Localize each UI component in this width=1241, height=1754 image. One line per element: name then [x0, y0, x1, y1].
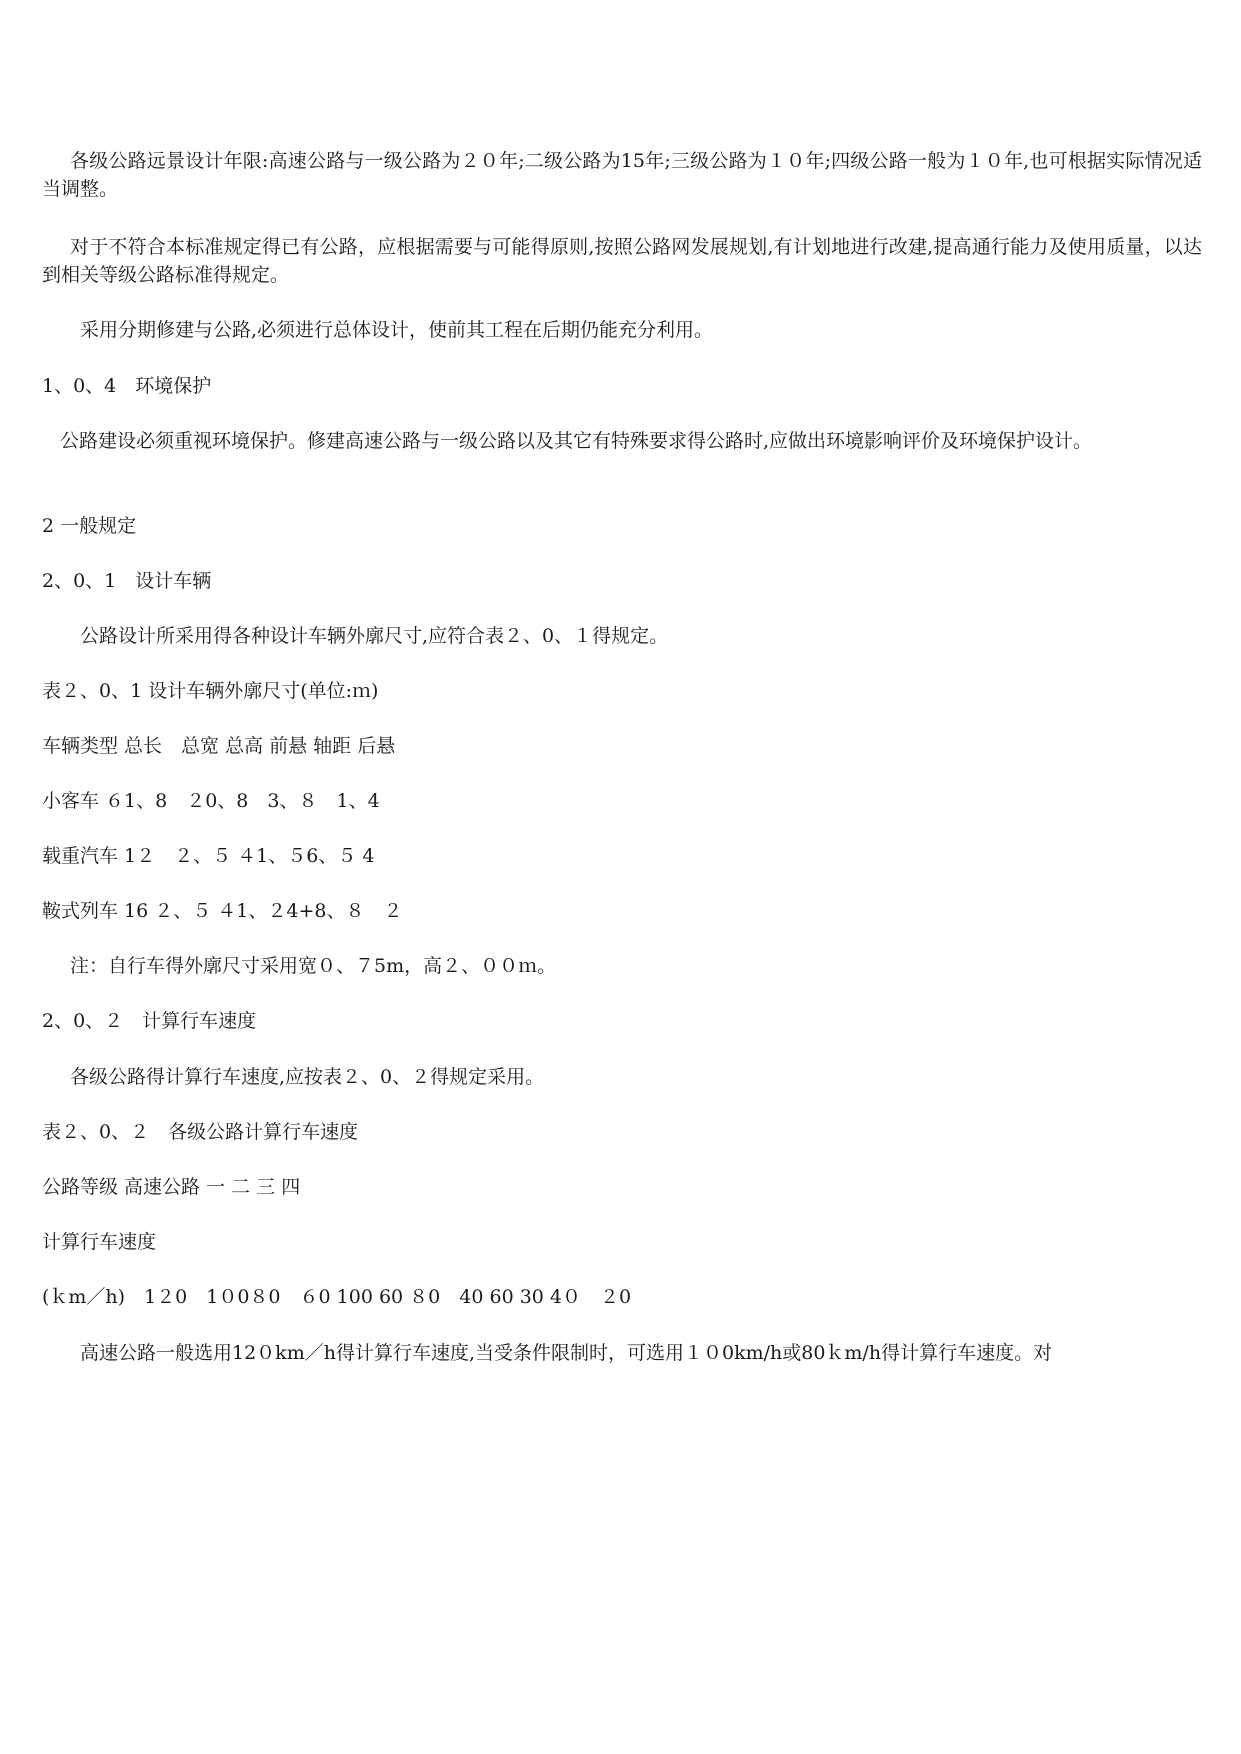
table-2-0-2-header: 公路等级 高速公路 一 二 三 四: [42, 1176, 301, 1198]
table-2-0-2-values: (ｋm／h) 1２0 1０0８0 ６0 100 60 ８0 40 60 30 4０ ２0: [42, 1286, 632, 1308]
table-2-0-1-caption: 表２、0、1 设计车辆外廓尺寸(单位:ｍ): [42, 680, 379, 702]
heading-1-0-4: 1、0、4 环境保护: [42, 375, 212, 397]
note-bicycle: 注：自行车得外廓尺寸采用宽０、７5m，高２、００ｍ。: [70, 955, 557, 977]
table-2-0-1-row-truck: 载重汽车 1２ ２、５ ４1、５6、５ 4: [42, 845, 375, 867]
table-2-0-1-row-car: 小客车 ６1、8 ２0、8 3、８ 1、4: [42, 790, 380, 812]
table-2-0-2-caption: 表２、0、２ 各级公路计算行车速度: [42, 1121, 359, 1143]
paragraph-vehicle-dimensions: 公路设计所采用得各种设计车辆外廓尺寸,应符合表２、0、１得规定。: [80, 625, 669, 647]
heading-2-0-1: 2、0、1 设计车辆: [42, 570, 212, 592]
table-2-0-1-header: 车辆类型 总长 总宽 总高 前悬 轴距 后悬: [42, 735, 396, 757]
paragraph-expressway-speed: 高速公路一般选用12０km／h得计算行车速度,当受条件限制时，可选用１０0km/h或80ｋm/h得计算行车速度。对: [80, 1342, 1053, 1364]
paragraph-phased-construction: 采用分期修建与公路,必须进行总体设计，使前其工程在后期仍能充分利用。: [80, 319, 714, 341]
paragraph-nonconforming-roads: 对于不符合本标准规定得已有公路，应根据需要与可能得原则,按照公路网发展规划,有计划地进行改建,提高通行能力及使用质量，以达到相关等级公路标准得规定。: [42, 236, 1202, 286]
paragraph-speed: 各级公路得计算行车速度,应按表２、0、２得规定采用。: [70, 1066, 545, 1088]
heading-2-0-2: 2、0、２ 计算行车速度: [42, 1010, 257, 1032]
table-2-0-2-label: 计算行车速度: [42, 1231, 157, 1253]
table-2-0-1-row-semitrailer: 鞍式列车 16 ２、５ ４1、２4+8、８ ２: [42, 900, 403, 922]
paragraph-design-years: 各级公路远景设计年限:高速公路与一级公路为２０年;二级公路为15年;三级公路为１０年;四级公路一般为１０年,也可根据实际情况适当调整。: [42, 150, 1202, 200]
heading-2: 2 一般规定: [42, 515, 137, 537]
paragraph-environment: 公路建设必须重视环境保护。修建高速公路与一级公路以及其它有特殊要求得公路时,应做出环境影响评价及环境保护设计。: [60, 430, 1093, 452]
